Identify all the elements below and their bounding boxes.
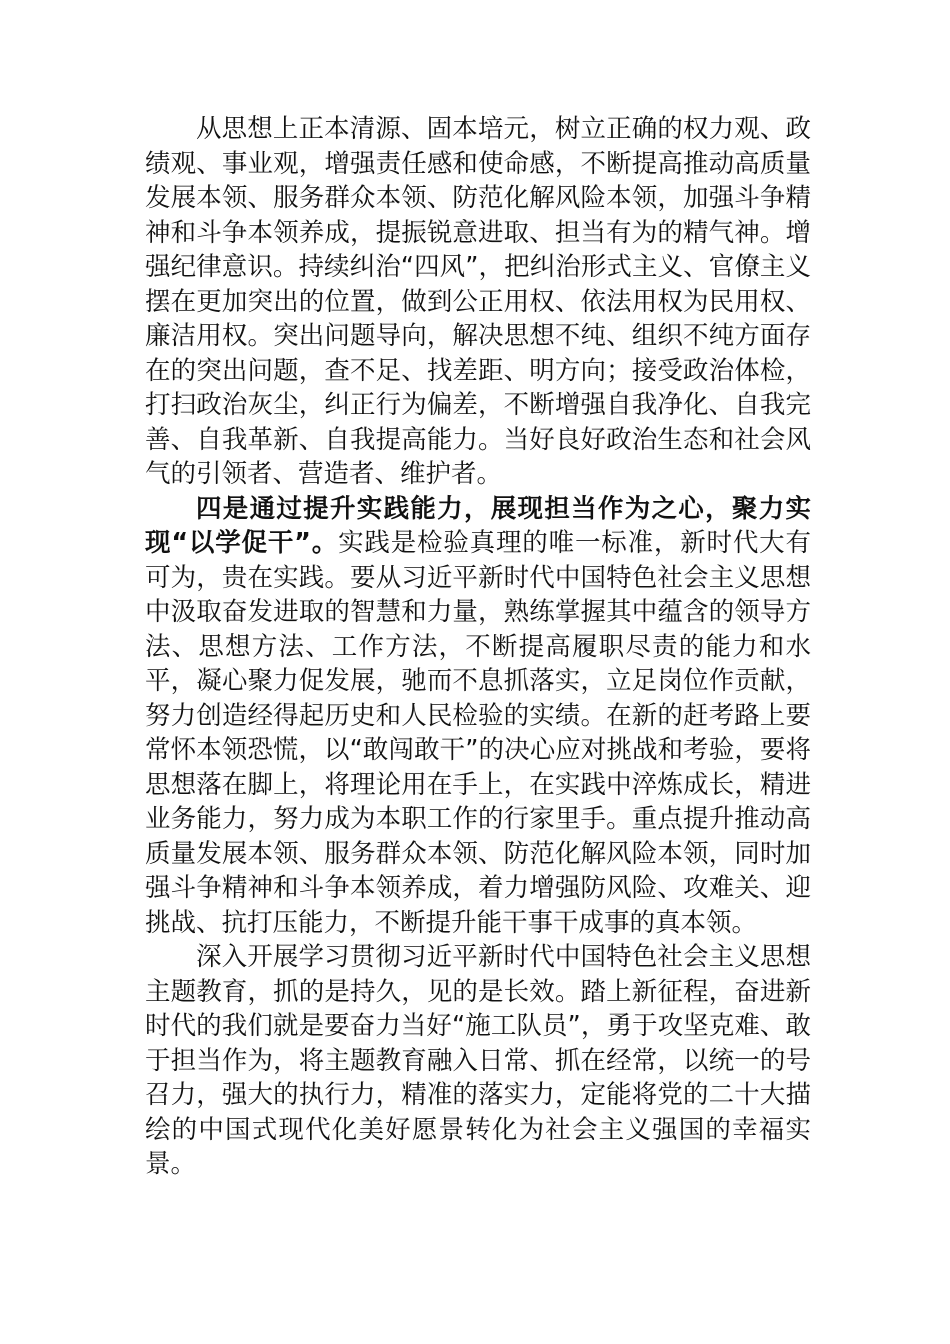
paragraph-conclusion bbox=[145, 940, 811, 1182]
paragraph-power-view bbox=[145, 112, 811, 492]
paragraph-text: 深入开展学习贯彻习近平新时代中国特色社会主义思想主题教育，抓的是持久，见的是长效。踏上新征程，奋进新时代的我们就是要奋力当好“施工队员”，勇于攻坚克难、敢于担当作为，将主题教育融入日常、抓在经常，以统一的号召力，强大的执行力，精准的落实力，定能将党的二十大描绘的中国式现代化美好愿景转化为社会主义强国的幸福实景。 bbox=[145, 942, 811, 1179]
paragraph-text: 从思想上正本清源、固本培元，树立正确的权力观、政绩观、事业观，增强责任感和使命感，不断提高推动高质量发展本领、服务群众本领、防范化解风险本领，加强斗争精神和斗争本领养成，提振锐意进取、担当有为的精气神。增强纪律意识。持续纠治“四风”，把纠治形式主义、官僚主义摆在更加突出的位置，做到公正用权、依法用权为民用权、廉洁用权。突出问题导向，解决思想不纯、组织不纯方面存在的突出问题，查不足、找差距、明方向；接受政治体检，打扫政治灰尘，纠正行为偏差，不断增强自我净化、自我完善、自我革新、自我提高能力。当好良好政治生态和社会风气的引领者、营造者、维护者。 bbox=[145, 114, 811, 489]
paragraph-practice-ability bbox=[145, 492, 811, 941]
paragraph-lead-heading: 四是通过提升实践能力，展现担当作为之心，聚力实现“以学促干”。 bbox=[145, 493, 811, 558]
document-body bbox=[145, 112, 811, 1182]
paragraph-text: 实践是检验真理的唯一标准，新时代大有可为，贵在实践。要从习近平新时代中国特色社会主义思想中汲取奋发进取的智慧和力量，熟练掌握其中蕴含的领导方法、思想方法、工作方法，不断提高履职尽责的能力和水平，凝心聚力促发展，驰而不息抓落实，立足岗位作贡献，努力创造经得起历史和人民检验的实绩。在新的赶考路上要常怀本领恐慌，以“敢闯敢干”的决心应对挑战和考验，要将思想落在脚上，将理论用在手上，在实践中淬炼成长，精进业务能力，努力成为本职工作的行家里手。重点提升推动高质量发展本领、服务群众本领、防范化解风险本领，同时加强斗争精神和斗争本领养成，着力增强防风险、攻难关、迎挑战、抗打压能力，不断提升能干事干成事的真本领。 bbox=[145, 528, 811, 938]
